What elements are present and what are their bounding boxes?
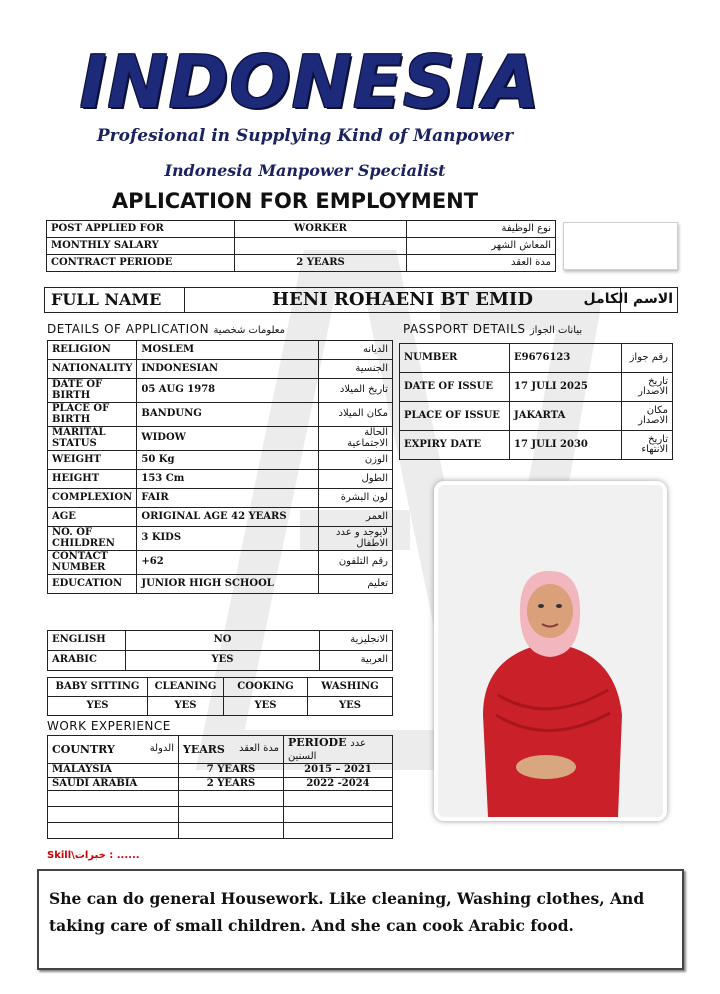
stamp-box: [563, 222, 678, 270]
details-label: NATIONALITY: [48, 360, 137, 379]
work-periode-header: [284, 736, 393, 764]
details-value: JUNIOR HIGH SCHOOL: [137, 575, 319, 594]
work-heading: WORK EXPERIENCE: [47, 719, 171, 733]
passport-value: 17 JULI 2030: [510, 431, 622, 460]
table-row: [48, 697, 393, 716]
details-ar: الطول: [319, 470, 393, 489]
language-value: NO: [126, 631, 320, 651]
passport-value: E9676123: [510, 344, 622, 373]
details-ar: رقم التلفون: [319, 551, 393, 575]
table-row: [48, 777, 393, 791]
details-ar: تعليم: [319, 575, 393, 594]
details-label: WEIGHT: [48, 451, 137, 470]
details-value: MOSLEM: [137, 341, 319, 360]
details-ar: مكان الميلاد: [319, 403, 393, 427]
details-value: 3 KIDS: [137, 527, 319, 551]
details-label: AGE: [48, 508, 137, 527]
details-ar: الديانه: [319, 341, 393, 360]
language-ar: العربية: [320, 651, 393, 671]
work-country: MALAYSIA: [48, 764, 179, 778]
work-years: 7 YEARS: [179, 764, 284, 778]
table-row: [48, 527, 393, 551]
details-value: +62: [137, 551, 319, 575]
passport-ar: مكان الاصدار: [622, 402, 673, 431]
table-row: [48, 736, 393, 764]
details-label: COMPLEXION: [48, 489, 137, 508]
work-years-label: YEARS: [183, 742, 225, 756]
table-row: [47, 238, 556, 255]
contract-value: 2 YEARS: [235, 255, 407, 272]
details-label: CONTACT NUMBER: [48, 551, 137, 575]
skill-note: Skill\خبرات : ......: [47, 850, 140, 861]
work-years-ar: مدة العقد: [239, 742, 279, 754]
table-row: [48, 764, 393, 778]
passport-heading-ar: بيانات الجواز: [529, 325, 583, 336]
salary-value: [235, 238, 407, 255]
brand-title: INDONESIA: [79, 40, 541, 124]
table-row: [48, 403, 393, 427]
table-row: [48, 651, 393, 671]
table-row: [48, 678, 393, 697]
language-ar: الانجليزية: [320, 631, 393, 651]
language-label: ARABIC: [48, 651, 126, 671]
table-row: [48, 631, 393, 651]
table-row: [400, 431, 673, 460]
skill-header: WASHING: [308, 678, 393, 697]
work-table: [47, 735, 393, 839]
passport-ar: رقم جواز: [622, 344, 673, 373]
details-label: MARITAL STATUS: [48, 427, 137, 451]
details-value: 50 Kg: [137, 451, 319, 470]
table-row: [48, 807, 393, 823]
post-label: POST APPLIED FOR: [47, 221, 235, 238]
details-ar: الحالة الاجتماعية: [319, 427, 393, 451]
post-value: WORKER: [235, 221, 407, 238]
details-ar: الجنسية: [319, 360, 393, 379]
work-country: SAUDI ARABIA: [48, 777, 179, 791]
full-name-row: [44, 287, 678, 313]
passport-heading: [403, 322, 582, 336]
skill-header: COOKING: [224, 678, 308, 697]
details-value: 05 AUG 1978: [137, 379, 319, 403]
full-name-ar: الاسم الكامل: [583, 291, 673, 307]
language-label: ENGLISH: [48, 631, 126, 651]
table-row: [48, 575, 393, 594]
passport-label: EXPIRY DATE: [400, 431, 510, 460]
details-label: RELIGION: [48, 341, 137, 360]
work-country-header: [48, 736, 179, 764]
form-heading: APLICATION FOR EMPLOYMENT: [111, 189, 479, 213]
skills-table: [47, 677, 393, 716]
passport-value: 17 JULI 2025: [510, 373, 622, 402]
salary-label: MONTHLY SALARY: [47, 238, 235, 255]
passport-heading-en: PASSPORT DETAILS: [403, 322, 526, 336]
language-table: [47, 630, 393, 671]
language-value: YES: [126, 651, 320, 671]
brand-tagline: Indonesia Manpower Specialist: [164, 161, 446, 180]
table-row: [48, 379, 393, 403]
skill-header: CLEANING: [148, 678, 224, 697]
details-heading-ar: معلومات شخصية: [213, 325, 285, 336]
passport-value: JAKARTA: [510, 402, 622, 431]
table-row: [48, 470, 393, 489]
table-row: [48, 360, 393, 379]
details-label: DATE OF BIRTH: [48, 379, 137, 403]
details-ar: الوزن: [319, 451, 393, 470]
work-periode: 2022 -2024: [284, 777, 393, 791]
brand-subtitle: Profesional in Supplying Kind of Manpower: [96, 126, 514, 146]
details-label: NO. OF CHILDREN: [48, 527, 137, 551]
details-label: HEIGHT: [48, 470, 137, 489]
skill-value: YES: [48, 697, 148, 716]
salary-ar: المعاش الشهر: [407, 238, 556, 255]
details-ar: العمر: [319, 508, 393, 527]
post-ar: نوع الوظيفة: [407, 221, 556, 238]
contract-label: CONTRACT PERIODE: [47, 255, 235, 272]
table-row: [48, 551, 393, 575]
table-row: [48, 823, 393, 839]
table-row: [48, 451, 393, 470]
table-row: [48, 427, 393, 451]
contract-ar: مدة العقد: [407, 255, 556, 272]
passport-ar: تاريخ الاصدار: [622, 373, 673, 402]
full-name-label: FULL NAME: [45, 288, 185, 312]
work-periode-ar: عدد السنين: [288, 738, 366, 762]
table-row: [48, 508, 393, 527]
passport-label: NUMBER: [400, 344, 510, 373]
work-country-label: COUNTRY: [52, 742, 115, 756]
work-country-ar: الدولة: [149, 742, 174, 754]
details-heading-en: DETAILS OF APPLICATION: [47, 322, 210, 336]
details-value: WIDOW: [137, 427, 319, 451]
table-row: [47, 255, 556, 272]
work-years: 2 YEARS: [179, 777, 284, 791]
passport-ar: تاريخ الانتهاء: [622, 431, 673, 460]
candidate-photo: [434, 481, 667, 821]
details-value: 153 Cm: [137, 470, 319, 489]
passport-table: [399, 343, 673, 460]
table-row: [47, 221, 556, 238]
full-name-value: HENI ROHAENI BT EMID: [185, 288, 621, 312]
details-value: INDONESIAN: [137, 360, 319, 379]
table-row: [48, 791, 393, 807]
work-years-header: [179, 736, 284, 764]
work-periode-label: PERIODE: [288, 736, 347, 749]
details-heading: [47, 322, 285, 336]
notes-box: She can do general Housework. Like cleaning, Washing clothes, And taking care of small children. And she can cook Arabic food.: [37, 869, 684, 970]
portrait-illustration: [438, 485, 663, 817]
passport-label: PLACE OF ISSUE: [400, 402, 510, 431]
skill-value: YES: [148, 697, 224, 716]
details-label: PLACE OF BIRTH: [48, 403, 137, 427]
skill-value: YES: [224, 697, 308, 716]
table-row: [400, 402, 673, 431]
table-row: [400, 373, 673, 402]
details-table: [47, 340, 393, 594]
skill-value: YES: [308, 697, 393, 716]
details-ar: تاريخ الميلاد: [319, 379, 393, 403]
table-row: [48, 341, 393, 360]
table-row: [400, 344, 673, 373]
skill-header: BABY SITTING: [48, 678, 148, 697]
details-ar: لايوجد و عدد الاطفال: [319, 527, 393, 551]
work-periode: 2015 – 2021: [284, 764, 393, 778]
details-value: ORIGINAL AGE 42 YEARS: [137, 508, 319, 527]
passport-label: DATE OF ISSUE: [400, 373, 510, 402]
details-ar: لون البشرة: [319, 489, 393, 508]
details-label: EDUCATION: [48, 575, 137, 594]
details-value: BANDUNG: [137, 403, 319, 427]
details-value: FAIR: [137, 489, 319, 508]
table-row: [48, 489, 393, 508]
post-table: [46, 220, 556, 272]
